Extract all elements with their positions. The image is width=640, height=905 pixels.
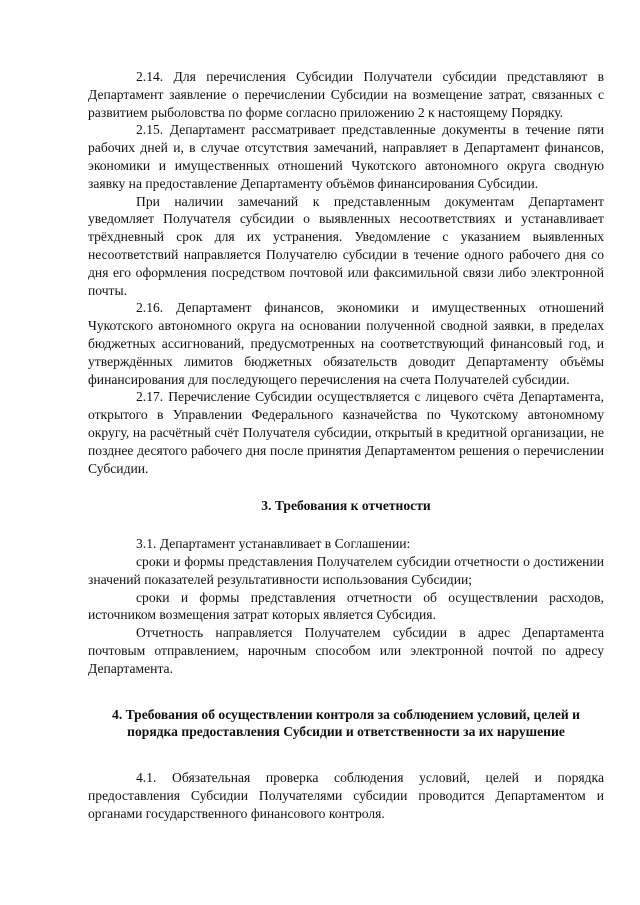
section-4-heading: 4. Требования об осуществлении контроля за соблюдением условий, целей и порядка предоставления Субсидии и ответственности за их нарушение <box>112 706 580 740</box>
paragraph-remarks: При наличии замечаний к представленным документам Департамент уведомляет Получателя субсидии о выявленных несоответствиях и устанавливает трёхдневный срок для их устранения. Уведомление с указанием выявленных несоответствий направляется Получателю субсидии в течение одного рабочего дня со дня его оформления посредством почтовой или факсимильной связи либо электронной почты. <box>88 193 604 298</box>
paragraph-2-17: 2.17. Перечисление Субсидии осуществляется с лицевого счёта Департамента, открытого в Управлении Федерального казначейства по Чукотскому автономному округу, на расчётный счёт Получателя субсидии, открытый в кредитной организации, не позднее десятого рабочего дня после принятия Департаментом решения о перечислении Субсидии. <box>88 389 604 476</box>
document-page <box>88 68 604 822</box>
paragraph-2-16: 2.16. Департамент финансов, экономики и имущественных отношений Чукотского автономного округа на основании полученной сводной заявки, в пределах бюджетных ассигнований, предусмотренных на соответствующий финансовый год, и утверждённых лимитов бюджетных обязательств доводит Департаменту объёмы финансирования для последующего перечисления на счета Получателей субсидии. <box>88 300 604 387</box>
paragraph-3-1-item-1: сроки и формы представления Получателем субсидии отчетности о достижении значений показателей результативности использования Субсидии; <box>88 553 604 587</box>
paragraph-4-1: 4.1. Обязательная проверка соблюдения условий, целей и порядка предоставления Субсидии Получателями субсидии проводится Департаментом и органами государственного финансового контроля. <box>88 770 604 821</box>
paragraph-2-15: 2.15. Департамент рассматривает представленные документы в течение пяти рабочих дней и, в случае отсутствия замечаний, направляет в Департамент финансов, экономики и имущественных отношений Чукотского автономного округа сводную заявку на предоставление Департаменту объёмов финансирования Субсидии. <box>88 122 604 191</box>
paragraph-2-14: 2.14. Для перечисления Субсидии Получатели субсидии представляют в Департамент заявление о перечислении Субсидии на возмещение затрат, связанных с развитием рыболовства по форме согласно приложению 2 к настоящему Порядку. <box>88 69 604 120</box>
paragraph-3-1: 3.1. Департамент устанавливает в Соглашении: <box>136 536 411 552</box>
paragraph-3-1-item-2: сроки и формы представления отчетности об осуществлении расходов, источником возмещения затрат которых является Субсидия. <box>88 589 604 623</box>
section-3-heading: 3. Требования к отчетности <box>261 498 431 514</box>
paragraph-reporting-delivery: Отчетность направляется Получателем субсидии в адрес Департамента почтовым отправлением, нарочным способом или электронной почтой по адресу Департамента. <box>88 625 604 676</box>
